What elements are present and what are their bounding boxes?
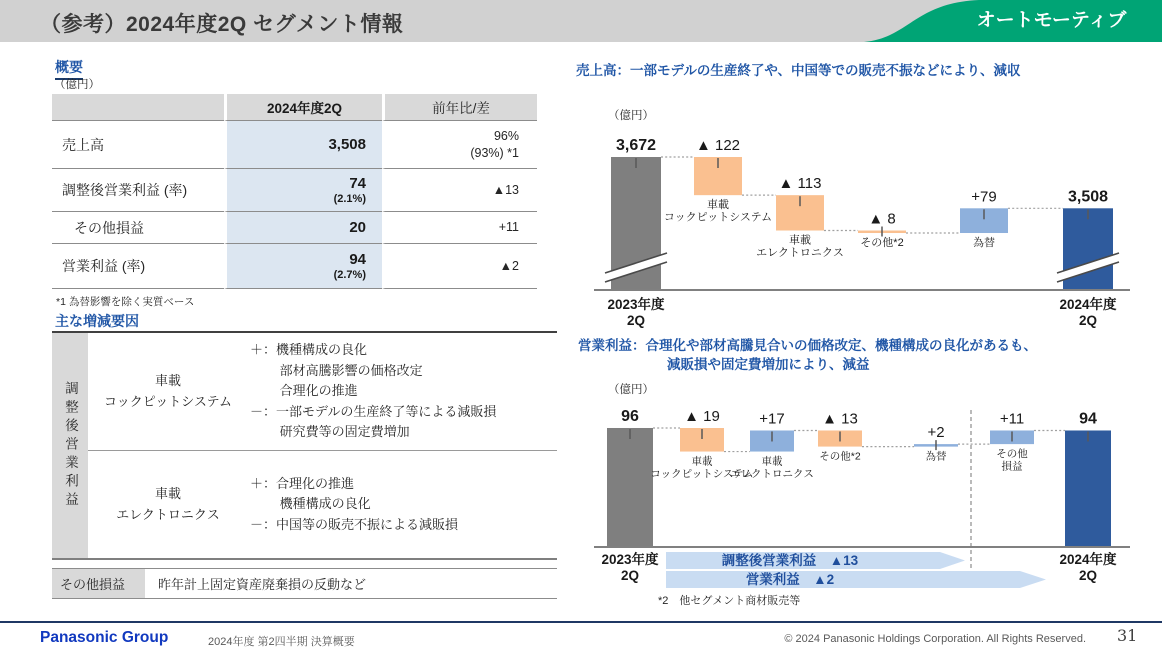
other-income-band-text: 昨年計上固定資産廃棄損の反動など <box>158 577 367 592</box>
footer-subtitle: 2024年度 第2四半期 決算概要 <box>208 636 355 648</box>
bar-sublabel: エレクトロニクス <box>730 468 814 481</box>
row-adj-op-diff <box>382 169 537 212</box>
bar-value-label: 3,672 <box>615 137 657 154</box>
category-label: 2024年度 <box>1059 297 1117 312</box>
op-diff: ▲2 <box>499 258 519 273</box>
row-op-value <box>224 244 382 289</box>
table-header-yoy: 前年比/差 <box>382 94 537 121</box>
page-number: 31 <box>1117 626 1138 645</box>
detail-line: ＋：合理化の推進 <box>250 475 355 491</box>
bar-value-label: ▲ 13 <box>822 410 858 428</box>
summary-arrow <box>666 571 1046 588</box>
bar-value-label: ▲ 8 <box>868 210 896 228</box>
bar-value-label: 3,508 <box>1067 188 1109 206</box>
bar-value-label: +17 <box>759 410 785 428</box>
category-label: 2023年度 <box>607 297 665 312</box>
bar-sublabel: 為替 <box>925 450 947 463</box>
row-op-diff <box>382 244 537 289</box>
overview-unit-label: （億円） <box>54 79 100 91</box>
bar-sublabel: 損益 <box>1001 460 1023 473</box>
factors-table <box>52 331 557 560</box>
other-income-band-label: その他損益 <box>52 569 148 598</box>
row-adj-op-value <box>224 169 382 212</box>
bar-sublabel: 為替 <box>973 237 995 250</box>
sales-diff: 96% <box>493 129 519 144</box>
op-chart-title: 営業利益：合理化や部材高騰見合いの価格改定、機種構成の良化があるも、 減販損や固定費増加により、減益 <box>578 338 1037 372</box>
factor-details-electronics <box>248 451 557 558</box>
op-waterfall-chart <box>590 396 1162 608</box>
bar-value-label: 96 <box>621 407 639 425</box>
category-label: 2Q <box>626 313 646 328</box>
bar-value-label: ▲ 122 <box>695 137 741 154</box>
overview-section-title: 概要 <box>55 57 83 80</box>
sales-diff-sub: (93%) *1 <box>470 145 519 160</box>
overview-table <box>52 94 537 289</box>
sales-value: 3,508 <box>328 135 366 153</box>
summary-arrow-label: 調整後営業利益 ▲13 <box>721 553 859 568</box>
op-chart-unit: （億円） <box>608 384 654 396</box>
detail-line: －：一部モデルの生産終了等による減販損 <box>250 403 497 419</box>
row-other-income-value <box>224 212 382 244</box>
row-sales-diff <box>382 121 537 169</box>
waterfall-bar <box>607 428 653 547</box>
factor-name-cockpit: 車載 コックピットシステム <box>88 333 248 451</box>
row-adj-op-label: 調整後営業利益 (率) <box>52 169 224 212</box>
bar-value-label: ▲ 19 <box>684 407 720 425</box>
factors-side-label: 調整後営業利益 <box>52 333 88 558</box>
adj-op-value: 74 <box>349 174 366 192</box>
sales-chart-unit: （億円） <box>608 110 654 122</box>
row-op-label: 営業利益 (率) <box>52 244 224 289</box>
segment-badge <box>854 0 1162 42</box>
bar-sublabel: 車載 <box>761 455 783 468</box>
sales-chart-title: 売上高：一部モデルの生産終了や、中国等での販売不振などにより、減収 <box>576 63 1021 78</box>
bar-sublabel: その他*2 <box>819 450 861 463</box>
copyright-text: © 2024 Panasonic Holdings Corporation. All Rights Reserved. <box>784 633 1086 645</box>
table-header-fy2024-2q: 2024年度2Q <box>224 94 382 121</box>
footnote-1: *1 為替影響を除く実質ベース <box>56 296 195 308</box>
row-sales-label: 売上高 <box>52 121 224 169</box>
sales-waterfall-chart <box>590 120 1162 332</box>
op-value: 94 <box>349 250 366 268</box>
bar-sublabel: コックピットシステム <box>650 468 754 481</box>
row-sales-value <box>224 121 382 169</box>
bar-sublabel: その他 <box>996 448 1028 461</box>
bar-sublabel: 車載 <box>691 455 713 468</box>
bar-value-label: +2 <box>927 424 945 442</box>
bar-value-label: 94 <box>1079 410 1097 428</box>
detail-line: －：中国等の販売不振による減販損 <box>250 516 459 532</box>
row-other-income-diff <box>382 212 537 244</box>
panasonic-group-logo: Panasonic Group <box>40 629 169 646</box>
factors-section-title: 主な増減要因 <box>55 313 139 329</box>
page-title: （参考）2024年度2Q セグメント情報 <box>40 13 404 36</box>
factor-details-cockpit <box>248 333 557 451</box>
footer-divider <box>0 621 1162 623</box>
detail-line: ＋：機種構成の良化 <box>250 342 368 358</box>
category-label: 2Q <box>1078 568 1098 583</box>
table-header-empty <box>52 94 224 121</box>
category-label: 2Q <box>1078 313 1098 328</box>
row-other-income-label: その他損益 <box>52 212 224 244</box>
category-label: 2Q <box>620 568 640 583</box>
adj-op-ratio: (2.1%) <box>333 192 366 205</box>
other-income-diff: +11 <box>498 220 519 235</box>
other-income-band <box>52 568 557 599</box>
other-income-value: 20 <box>349 218 366 236</box>
bar-sublabel: その他*2 <box>860 237 904 250</box>
category-label: 2023年度 <box>601 552 659 567</box>
detail-line: 部材高騰影響の価格改定 <box>250 362 423 378</box>
summary-arrow-label: 営業利益 ▲2 <box>745 572 835 587</box>
footnote-2: *2 他セグメント商材販売等 <box>658 595 801 607</box>
detail-line: 研究費等の固定費増加 <box>250 424 410 440</box>
detail-line: 機種構成の良化 <box>250 496 371 512</box>
adj-op-diff: ▲13 <box>492 182 519 197</box>
bar-sublabel: 車載 <box>789 234 811 247</box>
bar-sublabel: エレクトロニクス <box>756 247 844 260</box>
bar-value-label: +79 <box>971 188 997 206</box>
factor-name-electronics: 車載 エレクトロニクス <box>116 486 220 522</box>
bar-sublabel: 車載 <box>707 199 729 212</box>
bar-sublabel: コックピットシステム <box>663 211 773 224</box>
op-ratio: (2.7%) <box>333 268 366 281</box>
detail-line: 合理化の推進 <box>250 383 358 399</box>
waterfall-bar <box>1065 430 1111 547</box>
bar-value-label: +11 <box>999 410 1025 428</box>
bar-value-label: ▲ 113 <box>778 175 822 193</box>
badge-label: オートモーティブ <box>976 10 1127 31</box>
category-label: 2024年度 <box>1059 552 1117 567</box>
